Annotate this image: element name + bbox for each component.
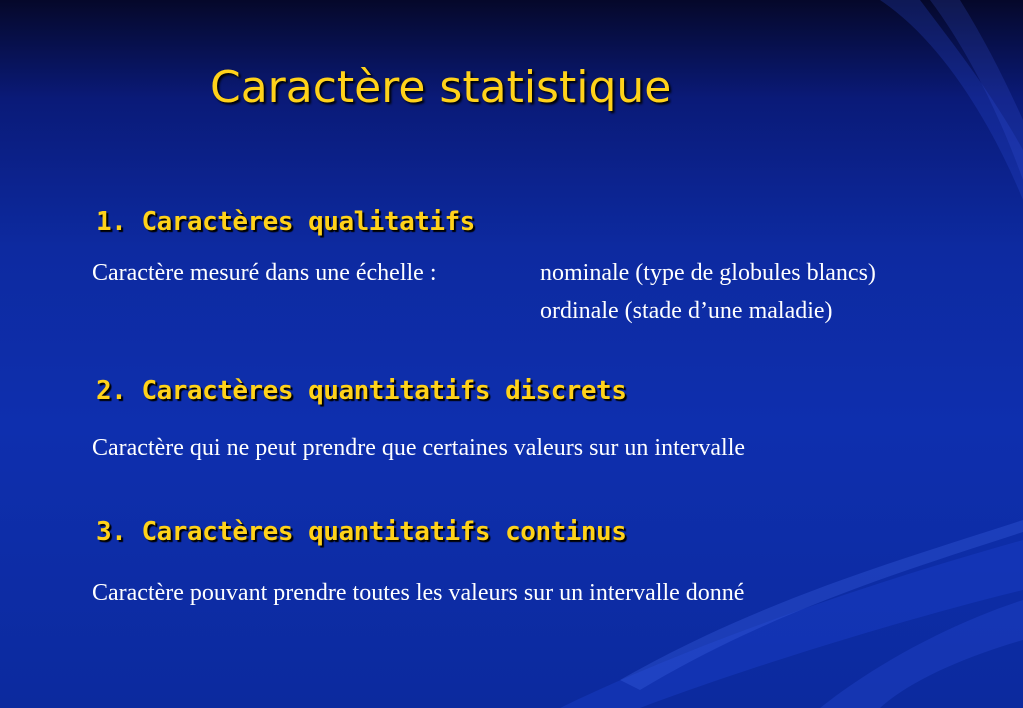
continuous-description: Caractère pouvant prendre toutes les valeurs sur un intervalle donné (92, 580, 745, 606)
section-heading-continuous: 3. Caractères quantitatifs continus (96, 517, 627, 547)
section-heading-discrete: 2. Caractères quantitatifs discrets (96, 376, 627, 406)
discrete-description: Caractère qui ne peut prendre que certaines valeurs sur un intervalle (92, 435, 746, 461)
qualitative-intro: Caractère mesuré dans une échelle : (92, 260, 437, 286)
qualitative-item-ordinal: ordinale (stade d’une maladie) (540, 298, 833, 324)
section-heading-qualitative: 1. Caractères qualitatifs (96, 207, 475, 237)
slide-title: Caractère statistique (210, 62, 672, 113)
qualitative-item-nominal: nominale (type de globules blancs) (540, 260, 876, 286)
